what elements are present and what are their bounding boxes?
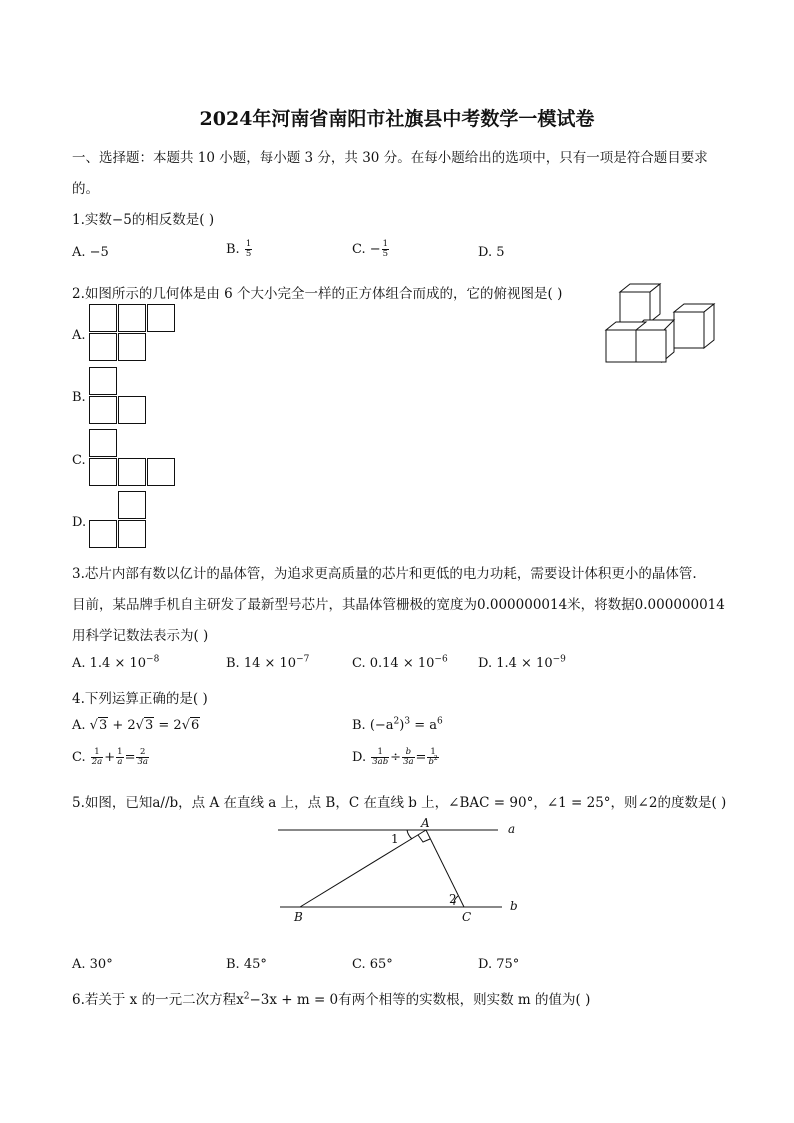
q4-option-a: A. √3 + 2√3 = 2√6: [72, 718, 200, 733]
fig-point-c: C: [462, 910, 472, 924]
q3-stem-line3: 用科学记数法表示为( ): [72, 628, 209, 644]
q6-stem: 6.若关于 x 的一元二次方程$x^2-3x + m = 0$有两个相等的实数根，则实数 m 的值为( ): [72, 991, 591, 1008]
page-title: 2024年河南省南阳市社旗县中考数学一模试卷: [199, 108, 595, 130]
q3-option-b: B. $14 \times 10^{-7}$: [226, 654, 310, 671]
q2-label-b: B.: [72, 390, 86, 405]
q1-option-c: C. − $\frac{1}{5}$: [352, 239, 389, 259]
q5-option-a: A. 30°: [72, 957, 113, 972]
cube-figure: [604, 282, 720, 364]
q3-option-c: C. $0.14 \times 10^{-6}$: [352, 654, 448, 671]
q2-label-a: A.: [72, 328, 86, 343]
fig-line-b: b: [510, 899, 518, 913]
q1-option-a: A. −5: [72, 245, 109, 260]
q4-stem: 4.下列运算正确的是( ): [72, 691, 208, 707]
q4-option-b: B. $(-a^2)^3 = a^6$: [352, 716, 443, 733]
q3-option-a: A. $1.4 \times 10^{-8}$: [72, 654, 160, 671]
q3-stem-line1: 3.芯片内部有数以亿计的晶体管，为追求更高质量的芯片和更低的电力功耗，需要设计体积更小的晶体管.: [72, 566, 697, 582]
q4-option-d: D. $\frac{1}{3ab}$ ÷ $\frac{b}{3a}$ = $\frac{1}{b^2}$: [352, 747, 438, 767]
q5-figure: [270, 812, 530, 930]
section-heading-cont: 的。: [72, 181, 99, 197]
q3-option-d: D. $1.4 \times 10^{-9}$: [478, 654, 566, 671]
q2-label-d: D.: [72, 515, 87, 530]
fig-angle-2: 2: [449, 892, 457, 906]
q5-option-b: B. 45°: [226, 957, 267, 972]
fig-line-a: a: [508, 822, 516, 836]
q5-option-c: C. 65°: [352, 957, 393, 972]
fig-point-b: B: [294, 910, 303, 924]
fig-angle-1: 1: [391, 832, 399, 846]
q1-stem: 1.实数−5的相反数是( ): [72, 212, 215, 228]
q2-stem: 2.如图所示的几何体是由 6 个大小完全一样的正方体组合而成的，它的俯视图是( ): [72, 286, 563, 302]
q4-option-c: C. $\frac{1}{2a}$ + $\frac{1}{a}$ = $\frac{2}{3a}$: [72, 747, 148, 767]
q5-option-d: D. 75°: [478, 957, 520, 972]
q1-option-d: D. 5: [478, 245, 505, 260]
q2-label-c: C.: [72, 453, 86, 468]
fig-point-a: A: [421, 816, 430, 830]
q3-stem-line2: 目前，某品牌手机自主研发了最新型号芯片，其晶体管栅极的宽度为0.000000014米，将数据0.000000014: [72, 597, 725, 613]
q1-option-b: B. $\frac{1}{5}$: [226, 239, 252, 259]
q5-stem: 5.如图，已知a//b，点 A 在直线 a 上，点 B，C 在直线 b 上，∠BAC = 90°，∠1 = 25°，则∠2的度数是( ): [72, 795, 727, 811]
section-heading: 一、选择题：本题共 10 小题，每小题 3 分，共 30 分。在每小题给出的选项中，只有一项是符合题目要求: [72, 150, 708, 166]
